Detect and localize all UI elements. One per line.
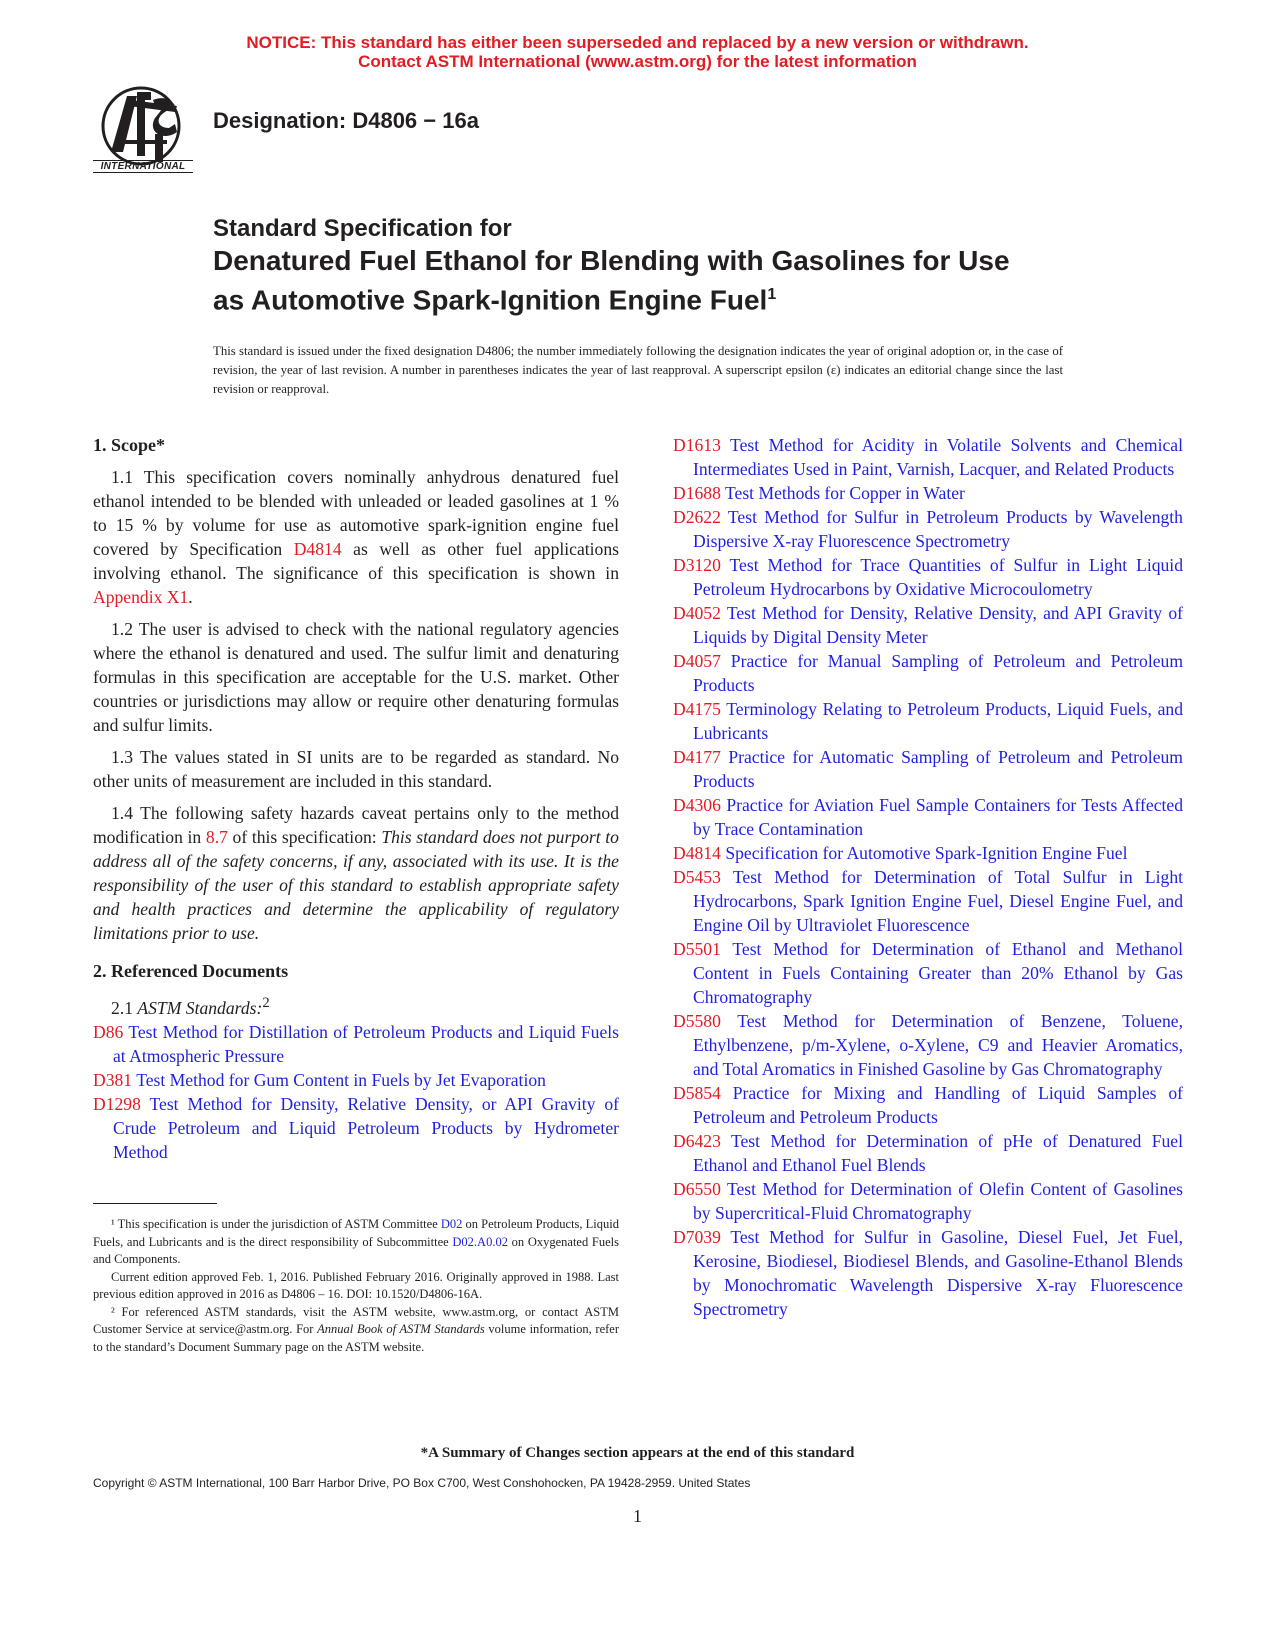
reference-item[interactable] <box>673 841 1183 865</box>
reference-code[interactable]: D1298 <box>93 1093 141 1114</box>
reference-code[interactable]: D1613 <box>673 435 721 455</box>
reference-code[interactable]: D4057 <box>673 651 721 671</box>
reference-code[interactable]: D2622 <box>673 507 721 527</box>
scope-p1-text-a: 1.1 This specification covers nominally anhydrous denatured fuel ethanol intended to be blended with unleaded or leaded gasolines at 1 % to 15 % by volume for use as automotive spark-ignition engine fuel covered by Specification <box>93 467 619 559</box>
subheading-italic: ASTM Standards: <box>137 997 263 1018</box>
reference-code[interactable]: D5453 <box>673 867 721 887</box>
reference-item[interactable] <box>673 433 1183 481</box>
reference-title[interactable]: Test Method for Determination of Benzene, Toluene, Ethylbenzene, p/m-Xylene, o-Xylene, C9 and Heavier Aromatics, and Total Aromatics in Finished Gasoline by Gas Chromatography <box>693 1011 1183 1079</box>
issue-note: This standard is issued under the fixed designation D4806; the number immediately following the designation indicates the year of original adoption or, in the case of revision, the year of last revision. A number in parentheses indicates the year of last reapproval. A superscript epsilon (ε) indicates an editorial change since the last revision or reapproval. <box>213 344 1063 396</box>
document-title <box>213 214 1113 317</box>
logo-international-text: INTERNATIONAL <box>93 160 193 173</box>
footnote-2-italic: Annual Book of ASTM Standards <box>317 1322 485 1336</box>
right-reference-list <box>673 433 1183 1321</box>
scope-p4-text-b: of this specification: <box>227 827 382 847</box>
copyright: Copyright © ASTM International, 100 Barr Harbor Drive, PO Box C700, West Conshohocken, PA 19428-2959. United States <box>93 1476 751 1490</box>
footnote-1-text-a: ¹ This specification is under the jurisdiction of ASTM Committee <box>111 1217 441 1231</box>
reference-item[interactable] <box>673 697 1183 745</box>
reference-item[interactable] <box>673 865 1183 937</box>
reference-item[interactable] <box>673 601 1183 649</box>
link-section-8-7[interactable]: 8.7 <box>205 827 228 847</box>
reference-item[interactable] <box>673 505 1183 553</box>
footnote-2-text-a: ² For referenced ASTM standards, visit the ASTM website, www.astm.org, or contact ASTM Customer Service at service@astm.org. For <box>93 1304 619 1336</box>
reference-title[interactable]: Practice for Aviation Fuel Sample Containers for Tests Affected by Trace Contamination <box>693 795 1183 839</box>
reference-title[interactable]: Test Methods for Copper in Water <box>725 483 965 503</box>
reference-code[interactable]: D6423 <box>673 1131 721 1151</box>
subheading-label: 2.1 <box>111 997 138 1018</box>
footnotes <box>93 1216 619 1356</box>
reference-code[interactable]: D4175 <box>673 699 721 719</box>
reference-title[interactable]: Practice for Manual Sampling of Petroleum and Petroleum Products <box>693 651 1183 695</box>
reference-item[interactable] <box>673 481 1183 505</box>
notice-line-1: NOTICE: This standard has either been superseded and replaced by a new version or withdrawn. <box>246 33 1029 52</box>
summary-of-changes-note: *A Summary of Changes section appears at the end of this standard <box>420 1445 855 1461</box>
scope-p4-text-a: 1.4 The following safety hazards caveat pertains only to the method modification in <box>93 803 619 847</box>
page-number: 1 <box>633 1506 642 1526</box>
link-committee-d02[interactable]: D02 <box>440 1217 463 1231</box>
reference-title[interactable]: Test Method for Sulfur in Gasoline, Diesel Fuel, Jet Fuel, Kerosine, Biodiesel, Biodiesel Blends, and Gasoline-Ethanol Blends by Monochromatic Wavelength Dispersive X-ray Fluorescence Spectrometry <box>693 1227 1183 1319</box>
scope-p1-text-c: . <box>188 587 193 607</box>
reference-code[interactable]: D3120 <box>673 555 721 575</box>
title-footnote-mark: 1 <box>767 286 777 303</box>
title-line-2 <box>213 278 1113 317</box>
reference-code[interactable]: D4306 <box>673 795 721 815</box>
footnote-divider <box>93 1203 217 1204</box>
reference-item[interactable] <box>673 1081 1183 1129</box>
astm-standards-subheading <box>93 991 619 1020</box>
title-line-2-text: as Automotive Spark-Ignition Engine Fuel <box>213 284 768 316</box>
link-subcommittee-d02-a0-02[interactable]: D02.A0.02 <box>452 1234 508 1249</box>
reference-item[interactable] <box>673 1225 1183 1321</box>
reference-code[interactable]: D5501 <box>673 939 721 959</box>
reference-item[interactable] <box>673 793 1183 841</box>
link-d4814[interactable]: D4814 <box>293 539 342 559</box>
scope-paragraph-1 <box>93 465 619 609</box>
reference-item[interactable] <box>673 553 1183 601</box>
right-column <box>673 433 1183 1321</box>
reference-title[interactable]: Terminology Relating to Petroleum Products, Liquid Fuels, and Lubricants <box>693 699 1183 743</box>
reference-item[interactable] <box>673 937 1183 1009</box>
reference-title[interactable]: Practice for Mixing and Handling of Liquid Samples of Petroleum and Petroleum Products <box>693 1083 1183 1127</box>
designation: Designation: D4806 − 16a <box>213 108 479 133</box>
reference-code[interactable]: D6550 <box>673 1179 721 1199</box>
reference-title[interactable]: Specification for Automotive Spark-Ignition Engine Fuel <box>725 843 1128 863</box>
reference-item[interactable] <box>93 1020 619 1068</box>
title-prefix: Standard Specification for <box>213 215 512 242</box>
astm-logo <box>93 82 199 182</box>
reference-code[interactable]: D7039 <box>673 1227 721 1247</box>
reference-code[interactable]: D4052 <box>673 603 721 623</box>
reference-code[interactable]: D4814 <box>673 843 721 863</box>
safety-caveat: This standard does not purport to address all of the safety concerns, if any, associated with its use. It is the responsibility of the user of this standard to establish appropriate safety and health practices and determine the applicability of regulatory limitations prior to use. <box>93 827 619 943</box>
scope-paragraph-2: 1.2 The user is advised to check with the national regulatory agencies where the ethanol is denatured and used. The sulfur limit and denaturing formulas in this specification are acceptable for the U.S. market. Other countries or jurisdictions may allow or require other denaturing formulas and sulfur limits. <box>93 619 619 735</box>
footnote-1-edition: Current edition approved Feb. 1, 2016. Published February 2016. Originally approved in 1988. Last previous edition approved in 2016 as D4806 – 16. DOI: 10.1520/D4806-16A. <box>93 1269 619 1301</box>
reference-title[interactable]: Test Method for Determination of pHe of Denatured Fuel Ethanol and Ethanol Fuel Blends <box>693 1131 1183 1175</box>
footnote-1 <box>93 1216 619 1269</box>
title-line-1: Denatured Fuel Ethanol for Blending with Gasolines for Use <box>213 245 1010 276</box>
reference-title[interactable]: Test Method for Density, Relative Density, and API Gravity of Liquids by Digital Density Meter <box>693 603 1183 647</box>
reference-item[interactable] <box>93 1092 619 1164</box>
reference-title[interactable]: Test Method for Density, Relative Density, or API Gravity of Crude Petroleum and Liquid Petroleum Products by Hydrometer Method <box>113 1093 619 1162</box>
reference-title[interactable]: Test Method for Sulfur in Petroleum Products by Wavelength Dispersive X-ray Fluorescence Spectrometry <box>693 507 1183 551</box>
reference-title[interactable]: Test Method for Determination of Ethanol and Methanol Content in Fuels Containing Greater than 20% Ethanol by Gas Chromatography <box>693 939 1183 1007</box>
scope-paragraph-3: 1.3 The values stated in SI units are to be regarded as standard. No other units of measurement are included in this standard. <box>93 747 619 791</box>
reference-title[interactable]: Test Method for Acidity in Volatile Solvents and Chemical Intermediates Used in Paint, Varnish, Lacquer, and Related Products <box>693 435 1183 479</box>
reference-item[interactable] <box>673 1009 1183 1081</box>
reference-title[interactable]: Test Method for Gum Content in Fuels by Jet Evaporation <box>136 1069 546 1090</box>
reference-code[interactable]: D1688 <box>673 483 721 503</box>
notice-line-2: Contact ASTM International (www.astm.org) for the latest information <box>358 52 917 71</box>
reference-item[interactable] <box>673 745 1183 793</box>
scope-heading: 1. Scope* <box>93 435 165 455</box>
reference-item[interactable] <box>673 649 1183 697</box>
footnote-2-text-b: volume information, refer to the standard’s Document Summary page on the ASTM website. <box>93 1322 619 1354</box>
reference-code[interactable]: D4177 <box>673 747 721 767</box>
reference-item[interactable] <box>673 1177 1183 1225</box>
reference-code[interactable]: D5580 <box>673 1011 721 1031</box>
reference-code[interactable]: D381 <box>93 1069 133 1090</box>
reference-title[interactable]: Test Method for Determination of Total Sulfur in Light Hydrocarbons, Spark Ignition Engine Fuel, Diesel Engine Fuel, and Engine Oil by Ultraviolet Fluorescence <box>693 867 1183 935</box>
referenced-documents-heading: 2. Referenced Documents <box>93 961 289 981</box>
footnote-1-text-c: on Oxygenated Fuels and Components. <box>93 1234 619 1266</box>
reference-title[interactable]: Practice for Automatic Sampling of Petroleum and Petroleum Products <box>693 747 1183 791</box>
footnote-1-text-b: on Petroleum Products, Liquid Fuels, and Lubricants and is the direct responsibility of Subcommittee <box>93 1217 619 1249</box>
reference-item[interactable] <box>673 1129 1183 1177</box>
footnote-2 <box>93 1304 619 1357</box>
subheading-footnote-mark: 2 <box>262 995 270 1011</box>
reference-title[interactable]: Test Method for Distillation of Petroleum Products and Liquid Fuels at Atmospheric Pressure <box>113 1021 619 1066</box>
withdrawal-notice <box>0 33 1275 71</box>
reference-title[interactable]: Test Method for Determination of Olefin Content of Gasolines by Supercritical-Fluid Chromatography <box>693 1179 1183 1223</box>
scope-paragraph-4 <box>93 801 619 945</box>
reference-code[interactable]: D86 <box>93 1021 124 1042</box>
scope-p1-text-b: as well as other fuel applications involving ethanol. The significance of this specification is shown in <box>93 539 619 583</box>
reference-title[interactable]: Test Method for Trace Quantities of Sulfur in Light Liquid Petroleum Hydrocarbons by Oxidative Microcoulometry <box>693 555 1183 599</box>
reference-code[interactable]: D5854 <box>673 1083 721 1103</box>
left-column <box>93 433 619 1164</box>
link-appendix-x1[interactable]: Appendix X1 <box>93 587 189 607</box>
left-reference-list <box>93 1020 619 1164</box>
reference-item[interactable] <box>93 1068 619 1092</box>
